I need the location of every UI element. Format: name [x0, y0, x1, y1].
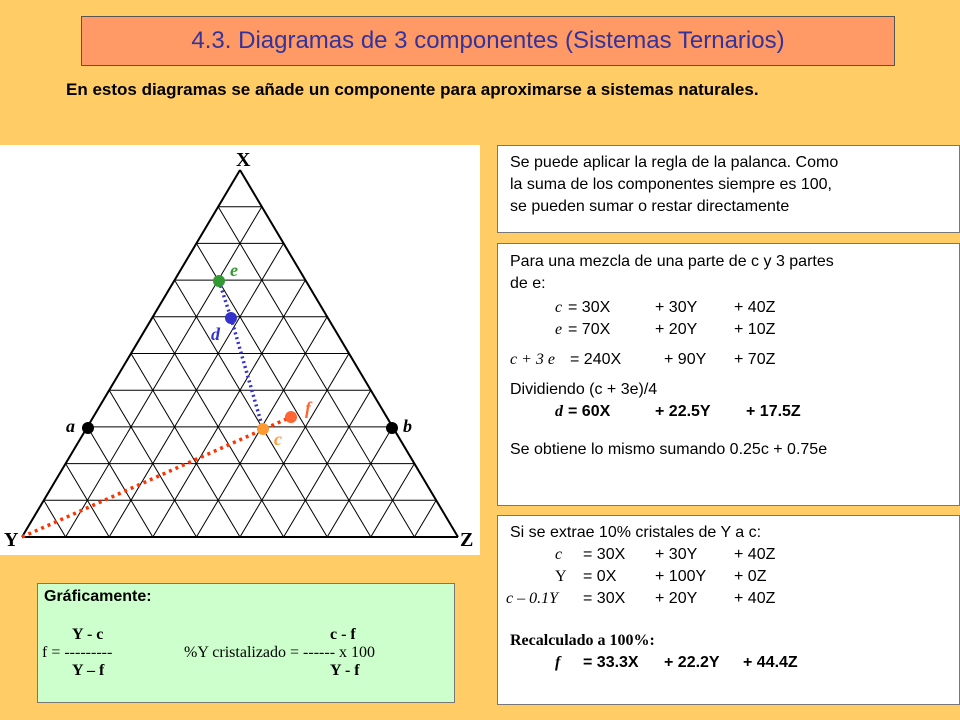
lever-line-3: se pueden sumar o restar directamente [510, 198, 790, 215]
mixture-box [497, 243, 960, 506]
crystal-row-c: c = 30X + 30Y + 40Z [555, 546, 776, 563]
vertex-label-y: Y [4, 529, 19, 551]
diagram-panel [0, 145, 480, 555]
equation-d: d = 60X + 22.5Y + 17.5Z [555, 403, 801, 420]
point-b [386, 422, 398, 434]
label-c: c [274, 429, 282, 449]
grid-line [240, 354, 349, 538]
point-e [213, 275, 225, 287]
pct-denominator: Y - f [330, 662, 360, 679]
f-numerator: Y - c [72, 626, 104, 643]
point-f [285, 411, 297, 423]
point-d [225, 312, 237, 324]
equation-e: e = 70X + 20Y + 10Z [555, 321, 776, 338]
graphic-heading: Gráficamente: [44, 588, 152, 605]
grid-line [414, 500, 436, 537]
equation-c: c = 30X + 30Y + 40Z [555, 299, 776, 316]
point-a [82, 422, 94, 434]
label-a: a [66, 416, 75, 436]
vertex-label-z: Z [460, 529, 474, 551]
vertex-label-x: X [236, 149, 251, 171]
equation-f: f = 33.3X + 22.2Y + 44.4Z [555, 654, 798, 671]
grid-line [66, 207, 262, 537]
division-line: Dividiendo (c + 3e)/4 [510, 381, 658, 398]
graphic-formulas-box [37, 583, 455, 703]
crystal-intro: Si se extrae 10% cristales de Y a c: [510, 524, 762, 541]
f-formula: f = --------- [42, 644, 113, 661]
crystallization-box [497, 515, 960, 705]
mixture-intro-1: Para una mezcla de una parte de c y 3 partes [510, 253, 834, 270]
conclusion-line: Se obtiene lo mismo sumando 0.25c + 0.75e [510, 441, 828, 458]
grid-line [87, 427, 152, 537]
pct-formula: %Y cristalizado = ------ x 100 [184, 644, 376, 661]
f-denominator: Y – f [72, 662, 105, 679]
lever-line-1: Se puede aplicar la regla de la palanca. Como [510, 154, 839, 171]
subtitle: En estos diagramas se añade un componente para aproximarse a sistemas naturales. [66, 80, 759, 99]
point-c [257, 423, 269, 435]
lever-rule-box [497, 145, 960, 233]
path-d-c [231, 318, 263, 429]
crystal-row-y: Y = 0X + 100Y + 0Z [555, 568, 767, 585]
ternary-diagram [0, 145, 480, 555]
crystal-row-diff: c – 0.1Y = 30X + 20Y + 40Z [506, 590, 776, 607]
label-e: e [230, 260, 238, 280]
grid-line [327, 427, 392, 537]
lever-line-2: la suma de los componentes siempre es 100, [510, 176, 832, 193]
label-f: f [305, 398, 311, 418]
page-title: 4.3. Diagramas de 3 componentes (Sistemas Ternarios) [81, 16, 895, 66]
label-d: d [211, 324, 220, 344]
label-b: b [403, 416, 412, 436]
pct-numerator: c - f [330, 626, 356, 643]
grid-line [131, 354, 240, 538]
recalc-label: Recalculado a 100%: [510, 632, 655, 649]
equation-sum: c + 3 e = 240X + 90Y + 70Z [510, 351, 776, 368]
mixture-intro-2: de e: [510, 275, 546, 292]
